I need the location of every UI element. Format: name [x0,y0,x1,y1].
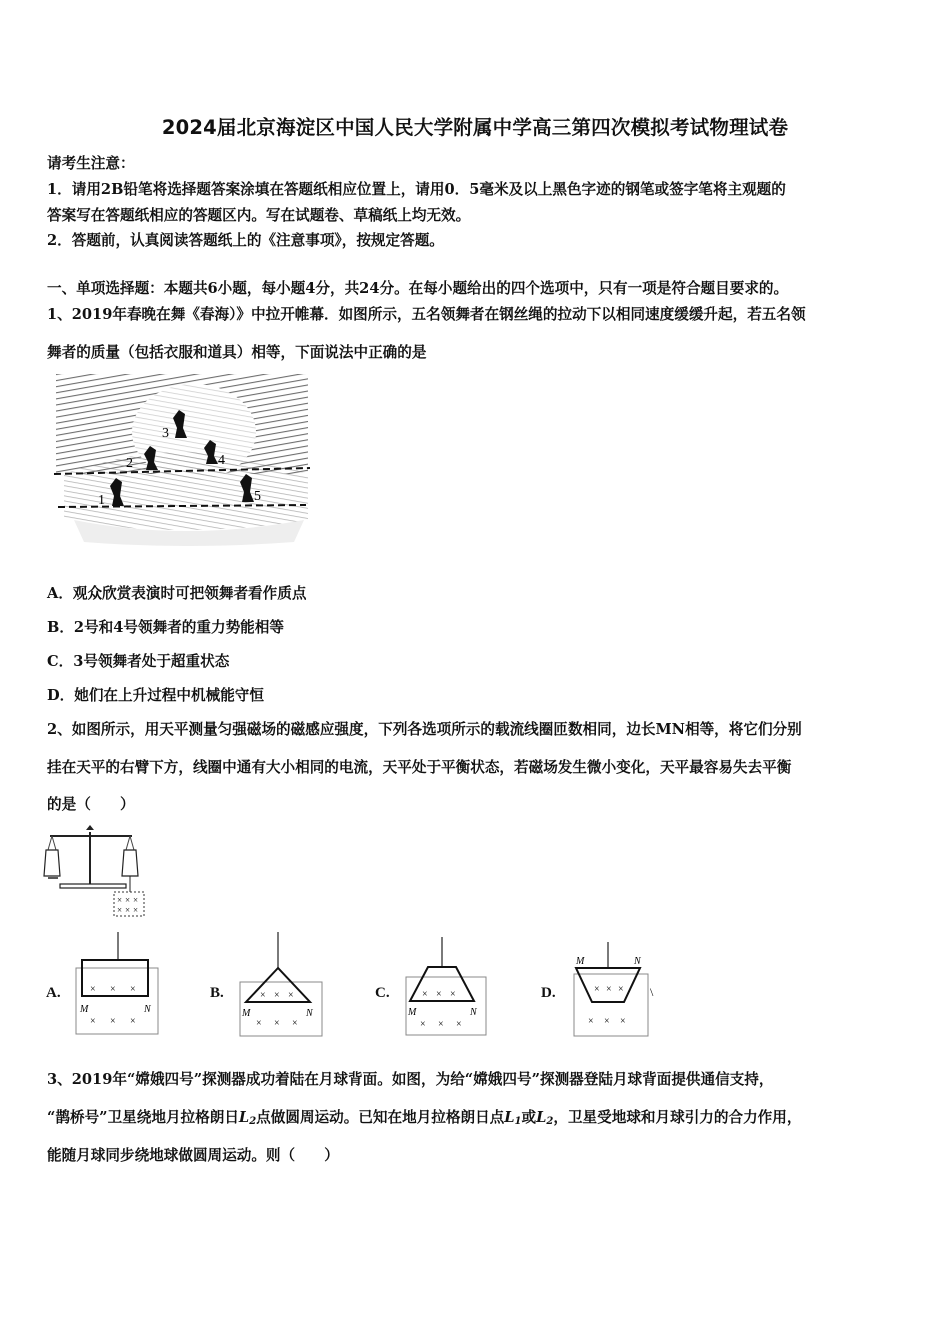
d-label-n: N [634,956,641,967]
dancer-label-5: 5 [254,489,261,504]
balance-figure [42,822,154,920]
q1-option-a: A．观众欣赏表演时可把领舞者看作质点 [47,585,307,602]
a-x1: × [90,984,96,995]
d-label-m: M [576,956,585,967]
question-1-line-1: 1、2019年春晚在舞《春海）》中拉开帷幕．如图所示，五名领舞者在钢丝绳的拉动下以相同速度缓缓升起，若五名领 [47,306,806,323]
field-marks-row-2: × [117,905,123,915]
d-stray-mark: \ [650,985,654,999]
a-x5: × [110,1016,116,1027]
b-x2: × [274,990,280,1001]
c-x3: × [450,989,456,1000]
question-1-line-2: 舞者的质量（包括衣服和道具）相等，下面说法中正确的是 [47,344,427,361]
notice-item-1-line-2: 答案写在答题纸相应的答题区内。写在试题卷、草稿纸上均无效。 [47,207,471,224]
a-x2: × [110,984,116,995]
dancers-figure [44,370,314,548]
question-3-line-3: 能随月球同步绕地球做圆周运动。则（ ） [47,1147,339,1164]
q1-option-d: D．她们在上升过程中机械能守恒 [47,687,264,704]
d-x3: × [618,984,624,995]
q3-line2-part-d: ，卫星受地球和月球引力的合力作用， [553,1109,802,1126]
c-x2: × [436,989,442,1000]
b-x6: × [292,1018,298,1029]
field-marks-row-1: × [117,895,123,905]
l1-sub: 1 [514,1116,522,1127]
coil-option-a [72,930,162,1040]
l1-letter: L [504,1109,515,1126]
a-label-m: M [80,1004,89,1015]
field-marks-row-1b: × [125,895,131,905]
c-label-n: N [470,1007,477,1018]
q1-option-c: C．3号领舞者处于超重状态 [47,653,230,670]
dancer-label-2: 2 [126,456,133,471]
c-x4: × [420,1019,426,1030]
b-x1: × [260,990,266,1001]
field-marks-row-2b: × [125,905,131,915]
d-x1: × [594,984,600,995]
page-title: 2024届北京海淀区中国人民大学附属中学高三第四次模拟考试物理试卷 [161,116,789,139]
a-label-n: N [144,1004,151,1015]
dancer-label-3: 3 [162,426,169,441]
question-2-line-1: 2、如图所示，用天平测量匀强磁场的磁感应强度，下列各选项所示的载流线圈匝数相同，边长MN相等，将它们分别 [47,721,802,738]
l2-sub: 2 [249,1116,257,1127]
c-x5: × [438,1019,444,1030]
coil-option-b [236,930,326,1040]
q2-choice-a[interactable]: A. [46,985,61,1001]
coil-option-c [402,935,492,1040]
question-2-line-3: 的是（ ） [47,796,135,813]
section-heading: 一、单项选择题：本题共6小题，每小题4分，共24分。在每小题给出的四个选项中，只有一项是符合题目要求的。 [47,280,789,297]
q3-line2-part-c: 或 [521,1109,537,1126]
b-x5: × [274,1018,280,1029]
field-marks-row-2c: × [133,905,139,915]
field-marks-row-1c: × [133,895,139,905]
notice-heading: 请考生注意： [47,155,135,172]
l2b-letter: L [536,1109,547,1126]
b-x4: × [256,1018,262,1029]
l2b-sub: 2 [546,1116,554,1127]
question-3-line-2 [47,1106,801,1127]
c-label-m: M [408,1007,417,1018]
b-x3: × [288,990,294,1001]
dancer-label-1: 1 [98,493,105,508]
q3-line2-part-b: 点做圆周运动。已知在地月拉格朗日点 [256,1109,505,1126]
a-x3: × [130,984,136,995]
q1-option-b: B．2号和4号领舞者的重力势能相等 [47,619,284,636]
lagrange-l2-symbol-b [536,1109,553,1126]
d-x4: × [588,1016,594,1027]
notice-item-2: 2．答题前，认真阅读答题纸上的《注意事项》，按规定答题。 [47,232,444,249]
c-x1: × [422,989,428,1000]
question-2-line-2: 挂在天平的右臂下方，线圈中通有大小相同的电流，天平处于平衡状态，若磁场发生微小变化，天平最容易失去平衡 [47,759,792,776]
q2-choice-c[interactable]: C. [375,985,390,1001]
d-x5: × [604,1016,610,1027]
a-x6: × [130,1016,136,1027]
l2-letter: L [238,1109,250,1126]
lagrange-l2-symbol [239,1109,256,1126]
q2-choice-d[interactable]: D. [541,985,556,1001]
question-3-line-1: 3、2019年“嫦娥四号”探测器成功着陆在月球背面。如图，为给“嫦娥四号”探测器登陆月球背面提供通信支持， [47,1071,774,1088]
c-x6: × [456,1019,462,1030]
notice-item-1-line-1: 1．请用2B铅笔将选择题答案涂填在答题纸相应位置上，请用0．5毫米及以上黑色字迹的钢笔或签字笔将主观题的 [47,181,786,198]
dancer-label-4: 4 [218,453,225,468]
a-x4: × [90,1016,96,1027]
b-label-n: N [306,1008,313,1019]
coil-option-d [568,940,664,1040]
q2-choice-b[interactable]: B. [210,985,224,1001]
d-x6: × [620,1016,626,1027]
b-label-m: M [242,1008,251,1019]
d-x2: × [606,984,612,995]
q3-line2-part-a: “鹊桥号”卫星绕地月拉格朗日 [47,1109,239,1126]
lagrange-l1-symbol [504,1109,521,1126]
